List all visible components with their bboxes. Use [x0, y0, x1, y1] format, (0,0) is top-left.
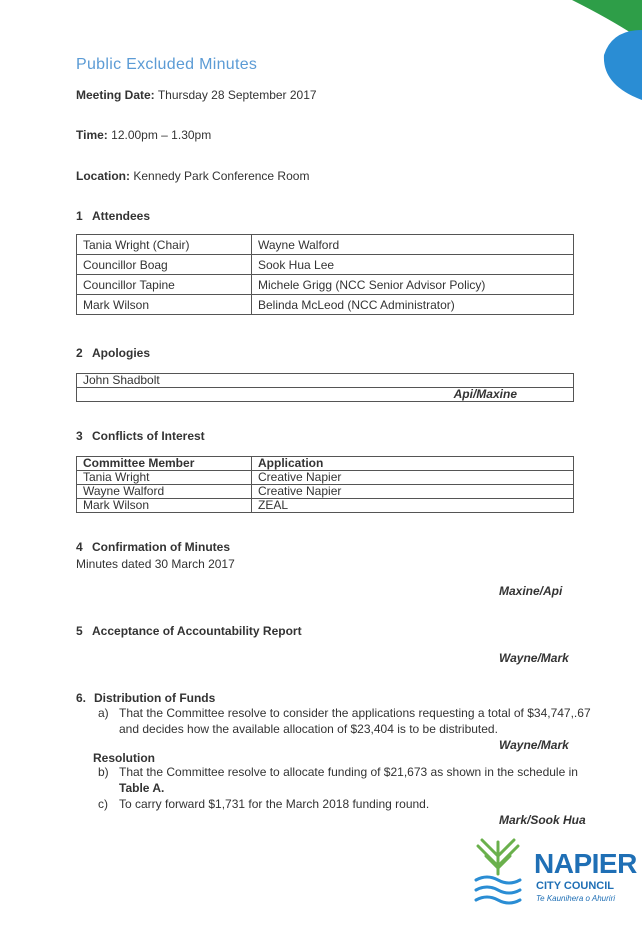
table-row [77, 295, 574, 315]
meeting-location: Location: Kennedy Park Conference Room [76, 169, 310, 183]
resolution-heading: Resolution [93, 751, 155, 765]
table-row [77, 485, 574, 499]
section-apologies-heading: 2 Apologies [76, 346, 151, 360]
logo-tagline: Te Kaunihera o Ahuriri [536, 894, 616, 903]
item-b-label: b) [98, 765, 109, 779]
item-a-label: a) [98, 706, 109, 720]
table-cell: Sook Hua Lee [252, 255, 574, 275]
table-cell: ZEAL [252, 499, 574, 513]
meeting-date: Meeting Date: Thursday 28 September 2017 [76, 88, 317, 102]
table-cell: Wayne Walford [77, 485, 252, 499]
item-c-line: To carry forward $1,731 for the March 2018 funding round. [119, 797, 430, 811]
corner-decoration [532, 0, 642, 110]
table-row [77, 499, 574, 513]
section-distribution-heading: 6. Distribution of Funds [76, 691, 216, 705]
column-header: Committee Member [77, 457, 252, 471]
confirmation-text: Minutes dated 30 March 2017 [76, 557, 235, 571]
table-cell: Michele Grigg (NCC Senior Advisor Policy) [252, 275, 574, 295]
accountability-mover: Wayne/Mark [499, 651, 569, 665]
table-cell: Mark Wilson [77, 499, 252, 513]
item-a-line1: That the Committee resolve to consider the applications requesting a total of $34,747,.67 [119, 706, 591, 720]
table-row [77, 471, 574, 485]
table-cell: Councillor Boag [77, 255, 252, 275]
council-emblem-icon [470, 836, 526, 908]
column-header: Application [252, 457, 574, 471]
section-conflicts-heading: 3 Conflicts of Interest [76, 429, 205, 443]
table-row [77, 388, 574, 402]
meeting-time: Time: 12.00pm – 1.30pm [76, 128, 212, 142]
item-a-line2: and decides how the available allocation of $23,404 is to be distributed. [119, 722, 498, 736]
table-cell: Mark Wilson [77, 295, 252, 315]
table-cell: Creative Napier [252, 485, 574, 499]
item-b-line2: Table A. [119, 781, 165, 795]
table-cell: Creative Napier [252, 471, 574, 485]
table-cell: Tania Wright [77, 471, 252, 485]
conflicts-table [76, 456, 574, 513]
mover-initials: Api/Maxine [77, 388, 574, 402]
table-cell: Tania Wright (Chair) [77, 235, 252, 255]
section-accountability-heading: 5 Acceptance of Accountability Report [76, 624, 302, 638]
table-cell: John Shadbolt [77, 374, 574, 388]
table-cell: Wayne Walford [252, 235, 574, 255]
table-row [77, 255, 574, 275]
table-row [77, 235, 574, 255]
section-attendees-heading: 1 Attendees [76, 209, 151, 223]
table-row [77, 374, 574, 388]
page-title: Public Excluded Minutes [76, 56, 258, 73]
table-cell: Councillor Tapine [77, 275, 252, 295]
napier-council-logo [470, 836, 640, 908]
item-a-mover: Wayne/Mark [499, 738, 569, 752]
table-row [77, 275, 574, 295]
final-mover: Mark/Sook Hua [499, 813, 586, 827]
item-c-label: c) [98, 797, 108, 811]
section-confirmation-heading: 4 Confirmation of Minutes [76, 540, 230, 554]
logo-subtitle: CITY COUNCIL [536, 880, 615, 892]
table-header-row [77, 457, 574, 471]
confirmation-mover: Maxine/Api [499, 584, 563, 598]
apologies-table [76, 373, 574, 402]
table-cell: Belinda McLeod (NCC Administrator) [252, 295, 574, 315]
logo-name: NAPIER [534, 848, 637, 879]
attendees-table [76, 234, 574, 315]
item-b-line1: That the Committee resolve to allocate funding of $21,673 as shown in the schedule in [119, 765, 578, 779]
